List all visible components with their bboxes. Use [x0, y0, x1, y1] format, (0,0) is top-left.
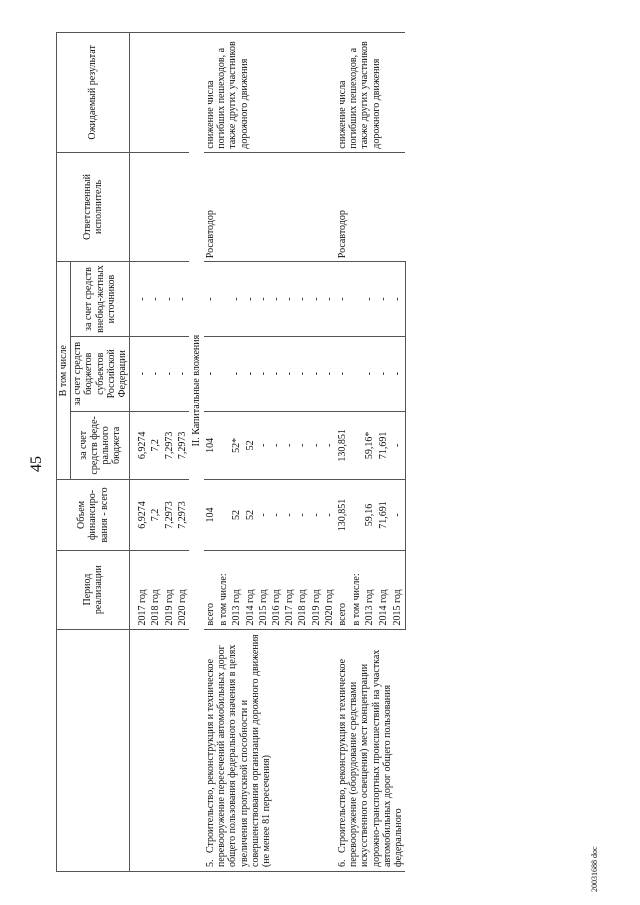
period-cell: 2014 год — [244, 550, 257, 629]
table-row — [176, 33, 189, 872]
total-cell: 7,2973 — [163, 480, 176, 551]
federal-cell — [350, 411, 364, 480]
item-number: 5. — [205, 859, 217, 867]
extrabudget-cell: - — [136, 262, 149, 337]
extrabudget-cell: - — [310, 262, 323, 337]
item-6-responsible: Росавтодор — [336, 152, 405, 261]
federal-cell: 7,2973 — [163, 411, 176, 480]
header-period: Период реализации — [57, 550, 130, 629]
header-including: В том числе — [57, 262, 71, 480]
extrabudget-cell — [350, 262, 364, 337]
header-regional: за счет средств бюджетов субъектов Российской Федерации — [71, 336, 130, 411]
total-cell: - — [296, 480, 309, 551]
section-row — [189, 33, 204, 872]
total-cell: 130,851 — [336, 480, 350, 551]
regional-cell: - — [257, 336, 270, 411]
total-cell: 52 — [244, 480, 257, 551]
total-cell: - — [391, 480, 405, 551]
total-cell: - — [323, 480, 336, 551]
period-cell: 2019 год — [310, 550, 323, 629]
page-number: 45 — [28, 456, 45, 472]
federal-cell: - — [270, 411, 283, 480]
table-row — [136, 33, 149, 872]
extrabudget-cell: - — [176, 262, 189, 337]
item-6-description — [336, 629, 405, 871]
table-row — [204, 33, 217, 872]
period-cell: 2013 год — [363, 550, 377, 629]
federal-cell: 130,851 — [336, 411, 350, 480]
item-5-description — [204, 629, 336, 871]
regional-cell: - — [363, 336, 377, 411]
period-cell: 2019 год — [163, 550, 176, 629]
total-cell: - — [310, 480, 323, 551]
period-cell: в том числе: — [350, 550, 364, 629]
federal-cell: 104 — [204, 411, 217, 480]
federal-cell: - — [391, 411, 405, 480]
table-row — [336, 33, 350, 872]
extrabudget-cell — [217, 262, 230, 337]
federal-cell: - — [323, 411, 336, 480]
header-description-blank — [57, 629, 130, 871]
period-cell: 2017 год — [283, 550, 296, 629]
section-title: II. Капитальные вложения — [190, 334, 202, 447]
regional-cell: - — [204, 336, 217, 411]
regional-cell: - — [230, 336, 243, 411]
extrabudget-cell: - — [323, 262, 336, 337]
item-5-result: снижение числа погибших пешеходов, а также других участников дорожного движения — [204, 33, 336, 153]
federal-cell: - — [283, 411, 296, 480]
header-federal: за счет средств феде-рального бюджета — [71, 411, 130, 480]
extrabudget-cell: - — [257, 262, 270, 337]
extrabudget-cell: - — [204, 262, 217, 337]
federal-cell: - — [310, 411, 323, 480]
item-6-result: снижение числа погибших пешеходов, а также других участников дорожного движения — [336, 33, 405, 153]
total-cell: 6,9274 — [136, 480, 149, 551]
federal-cell: - — [257, 411, 270, 480]
extrabudget-cell: - — [363, 262, 377, 337]
regional-cell — [217, 336, 230, 411]
federal-cell — [217, 411, 230, 480]
total-cell: 7,2973 — [176, 480, 189, 551]
extrabudget-cell: - — [377, 262, 391, 337]
total-cell: 59,16 — [363, 480, 377, 551]
total-cell: 52 — [230, 480, 243, 551]
table-row — [149, 33, 162, 872]
table-row — [163, 33, 176, 872]
federal-cell: - — [296, 411, 309, 480]
item-text: Строительство, реконструкция и техническое перевооружение пересечений автомобильных дорог общего пользования федерального значения в целях увеличения пропускной способности и совершенствования организации дорожного движения (не менее 81 пересечения) — [205, 634, 272, 867]
period-cell: 2020 год — [176, 550, 189, 629]
extrabudget-cell: - — [230, 262, 243, 337]
regional-cell: - — [136, 336, 149, 411]
header-extrabudget: за счет средств внебюд-жетных источников — [71, 262, 130, 337]
period-cell: 2016 год — [270, 550, 283, 629]
total-cell: 7,2 — [149, 480, 162, 551]
item-number: 6. — [336, 859, 348, 867]
total-cell: - — [270, 480, 283, 551]
total-cell: 104 — [204, 480, 217, 551]
period-cell: 2018 год — [296, 550, 309, 629]
regional-cell: - — [377, 336, 391, 411]
federal-cell: 59,16* — [363, 411, 377, 480]
regional-cell: - — [176, 336, 189, 411]
extrabudget-cell: - — [163, 262, 176, 337]
total-cell: - — [257, 480, 270, 551]
extrabudget-cell: - — [296, 262, 309, 337]
federal-cell: 52* — [230, 411, 243, 480]
period-cell: всего — [336, 550, 350, 629]
total-cell — [350, 480, 364, 551]
federal-cell: 7,2973 — [176, 411, 189, 480]
rotated-content — [20, 12, 620, 892]
period-cell: 2018 год — [149, 550, 162, 629]
regional-cell: - — [296, 336, 309, 411]
footer-code: 20031688 doc — [590, 846, 599, 892]
federal-cell: 7,2 — [149, 411, 162, 480]
period-cell: 2014 год — [377, 550, 391, 629]
header-responsible: Ответственный исполнитель — [57, 152, 130, 261]
period-cell: 2015 год — [257, 550, 270, 629]
period-cell: всего — [204, 550, 217, 629]
total-cell: - — [283, 480, 296, 551]
period-cell: в том числе: — [217, 550, 230, 629]
regional-cell — [350, 336, 364, 411]
regional-cell: - — [270, 336, 283, 411]
header-total: Объем финансиро-вания - всего — [57, 480, 130, 551]
item-text: Строительство, реконструкция и техническое перевооружение (оборудование средствами искусственного освещения) мест концентрации дорожно-транспортных происшествий на участках автомобильных дорог общего пользования федерального — [336, 649, 404, 867]
extrabudget-cell: - — [149, 262, 162, 337]
regional-cell: - — [163, 336, 176, 411]
regional-cell: - — [310, 336, 323, 411]
federal-cell: 71,691 — [377, 411, 391, 480]
regional-cell: - — [283, 336, 296, 411]
extrabudget-cell: - — [270, 262, 283, 337]
regional-cell: - — [149, 336, 162, 411]
period-cell: 2020 год — [323, 550, 336, 629]
federal-cell: 6,9274 — [136, 411, 149, 480]
federal-cell: 52 — [244, 411, 257, 480]
program-table — [56, 32, 406, 872]
regional-cell: - — [244, 336, 257, 411]
extrabudget-cell: - — [336, 262, 350, 337]
total-cell — [217, 480, 230, 551]
period-cell: 2013 год — [230, 550, 243, 629]
regional-cell: - — [323, 336, 336, 411]
regional-cell: - — [336, 336, 350, 411]
extrabudget-cell: - — [391, 262, 405, 337]
item-5-responsible: Росавтодор — [204, 152, 336, 261]
extrabudget-cell: - — [244, 262, 257, 337]
extrabudget-cell: - — [283, 262, 296, 337]
period-cell: 2017 год — [136, 550, 149, 629]
total-cell: 71,691 — [377, 480, 391, 551]
regional-cell: - — [391, 336, 405, 411]
header-result: Ожидаемый результат — [57, 33, 130, 153]
period-cell: 2015 год — [391, 550, 405, 629]
